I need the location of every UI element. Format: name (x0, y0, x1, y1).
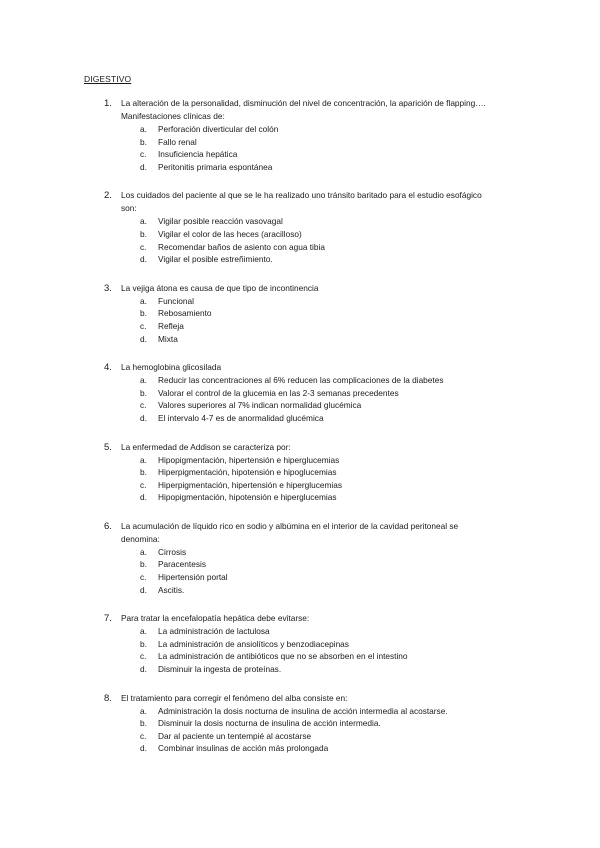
option-text: Insuficiencia hepática (158, 149, 238, 160)
option-item (0, 558, 600, 571)
option-item (0, 320, 600, 333)
option-list (0, 215, 600, 265)
option-text: El intervalo 4-7 es de anormalidad glucémica (158, 412, 324, 423)
option-letter: c. (140, 320, 147, 331)
question-text: La enfermedad de Addison se caracteriza por: (121, 441, 291, 452)
question-8 (0, 692, 600, 755)
option-text: Ascitis. (158, 584, 185, 595)
option-list (0, 123, 600, 173)
question-6 (0, 520, 600, 596)
question-3 (0, 282, 600, 345)
option-text: Valorar el control de la glucemia en las 2-3 semanas precedentes (158, 387, 399, 398)
option-item (0, 295, 600, 308)
question-number: 5. (104, 441, 112, 453)
question-5 (0, 441, 600, 504)
option-letter: c. (140, 241, 147, 252)
option-item (0, 466, 600, 479)
option-text: Valores superiores al 7% indican normalidad glucémica (158, 400, 362, 411)
question-text: Los cuidados del paciente al que se le ha realizado uno tránsito baritado para el estudio esofágico son: (121, 190, 482, 214)
option-text: Cirrosis (158, 546, 187, 557)
option-item (0, 650, 600, 663)
option-text: Peritonitis primaria espontánea (158, 161, 273, 172)
option-item (0, 705, 600, 718)
option-text: Administración la dosis nocturna de insulina de acción intermedia al acostarse. (158, 705, 448, 716)
option-item (0, 491, 600, 504)
option-letter: a. (140, 124, 147, 134)
option-letter: d. (140, 743, 147, 754)
option-letter: b. (140, 136, 147, 147)
option-item (0, 454, 600, 467)
option-text: Perforación diverticular del colón (158, 124, 279, 134)
option-letter: c. (140, 400, 147, 411)
option-text: Hiperpigmentación, hipotensión e hipoglucemias (158, 467, 337, 478)
option-text: Dar al paciente un tentempié al acostarse (158, 730, 312, 741)
option-list (0, 546, 600, 596)
option-list (0, 374, 600, 424)
option-letter: d. (140, 492, 147, 503)
question-7 (0, 612, 600, 675)
option-text: Recomendar baños de asiento con agua tibia (158, 241, 325, 252)
option-list (0, 454, 600, 504)
option-letter: a. (140, 454, 147, 465)
option-letter: c. (140, 572, 147, 583)
option-list (0, 705, 600, 755)
option-letter: d. (140, 254, 147, 265)
option-item (0, 307, 600, 320)
option-item (0, 663, 600, 676)
option-text: Funcional (158, 295, 194, 306)
option-item (0, 148, 600, 161)
option-letter: b. (140, 308, 147, 319)
question-number: 2. (104, 190, 112, 202)
question-number: 8. (104, 692, 112, 704)
question-2 (0, 189, 600, 265)
question-text: El tratamiento para corregir el fenómeno del alba consiste en: (121, 692, 348, 703)
question-text: La hemoglobina glicosilada (121, 362, 222, 373)
question-text: Para tratar la encefalopatía hepática debe evitarse: (121, 613, 310, 624)
option-letter: c. (140, 479, 147, 490)
option-item (0, 215, 600, 228)
option-item (0, 161, 600, 174)
option-text: Vigilar el posible estreñimiento. (158, 254, 273, 265)
option-text: La administración de lactulosa (158, 626, 270, 637)
option-letter: c. (140, 149, 147, 160)
option-item (0, 730, 600, 743)
question-number: 3. (104, 282, 112, 294)
option-item (0, 625, 600, 638)
option-item (0, 412, 600, 425)
option-letter: b. (140, 228, 147, 239)
option-letter: c. (140, 651, 147, 662)
option-item (0, 123, 600, 136)
option-item (0, 638, 600, 651)
question-text: La acumulación de líquido rico en sodio y albúmina en el interior de la cavidad peritoneal se denomina: (121, 520, 459, 544)
option-item (0, 479, 600, 492)
option-letter: a. (140, 546, 147, 557)
option-text: La administración de ansiolíticos y benzodiacepinas (158, 638, 349, 649)
option-list (0, 625, 600, 675)
option-text: Fallo renal (158, 136, 197, 147)
option-text: Paracentesis (158, 559, 206, 570)
option-text: Hipertensión portal (158, 572, 228, 583)
option-text: Rebosamiento (158, 308, 212, 319)
option-item (0, 333, 600, 346)
option-letter: a. (140, 626, 147, 637)
option-letter: d. (140, 664, 147, 675)
option-item (0, 387, 600, 400)
option-text: La administración de antibióticos que no se absorben en el intestino (158, 651, 408, 662)
option-letter: d. (140, 161, 147, 172)
question-text: La vejiga átona es causa de que tipo de incontinencia (121, 282, 319, 293)
option-item (0, 571, 600, 584)
option-text: Disminuir la ingesta de proteínas. (158, 664, 282, 675)
option-letter: a. (140, 705, 147, 716)
option-item (0, 241, 600, 254)
option-item (0, 253, 600, 266)
option-letter: a. (140, 375, 147, 386)
question-list (0, 97, 600, 771)
option-text: Hipopigmentación, hipertensión e hiperglucemias (158, 454, 340, 465)
option-text: Hiperpigmentación, hipertensión e hiperglucemias (158, 479, 343, 490)
option-letter: d. (140, 333, 147, 344)
question-4 (0, 361, 600, 424)
question-number: 7. (104, 613, 112, 625)
option-item (0, 742, 600, 755)
question-number: 6. (104, 520, 112, 532)
option-letter: a. (140, 295, 147, 306)
section-heading: DIGESTIVO (84, 74, 132, 84)
option-text: Combinar insulinas de acción más prolongada (158, 743, 329, 754)
option-letter: b. (140, 638, 147, 649)
option-text: Refleja (158, 320, 184, 331)
option-text: Vigilar posible reacción vasovagal (158, 216, 283, 227)
option-item (0, 399, 600, 412)
option-letter: c. (140, 730, 147, 741)
option-item (0, 228, 600, 241)
option-letter: b. (140, 387, 147, 398)
question-number: 1. (104, 98, 112, 109)
option-item (0, 546, 600, 559)
option-letter: d. (140, 412, 147, 423)
option-letter: d. (140, 584, 147, 595)
option-letter: b. (140, 467, 147, 478)
option-text: Mixta (158, 333, 178, 344)
option-text: Vigilar el color de las heces (aracilloso) (158, 228, 302, 239)
option-letter: a. (140, 216, 147, 227)
question-1 (0, 97, 600, 173)
question-text: La alteración de la personalidad, disminución del nivel de concentración, la aparición de flapping…. Manifestaciones clínicas de: (121, 98, 486, 121)
option-item (0, 136, 600, 149)
option-text: Hipopigmentación, hipotensión e hiperglucemias (158, 492, 337, 503)
option-letter: b. (140, 718, 147, 729)
option-text: Disminuir la dosis nocturna de insulina de acción intermedia. (158, 718, 381, 729)
option-letter: b. (140, 559, 147, 570)
option-item (0, 717, 600, 730)
option-item (0, 584, 600, 597)
option-text: Reducir las concentraciones al 6% reducen las complicaciones de la diabetes (158, 375, 444, 386)
option-item (0, 374, 600, 387)
question-number: 4. (104, 362, 112, 374)
option-list (0, 295, 600, 345)
